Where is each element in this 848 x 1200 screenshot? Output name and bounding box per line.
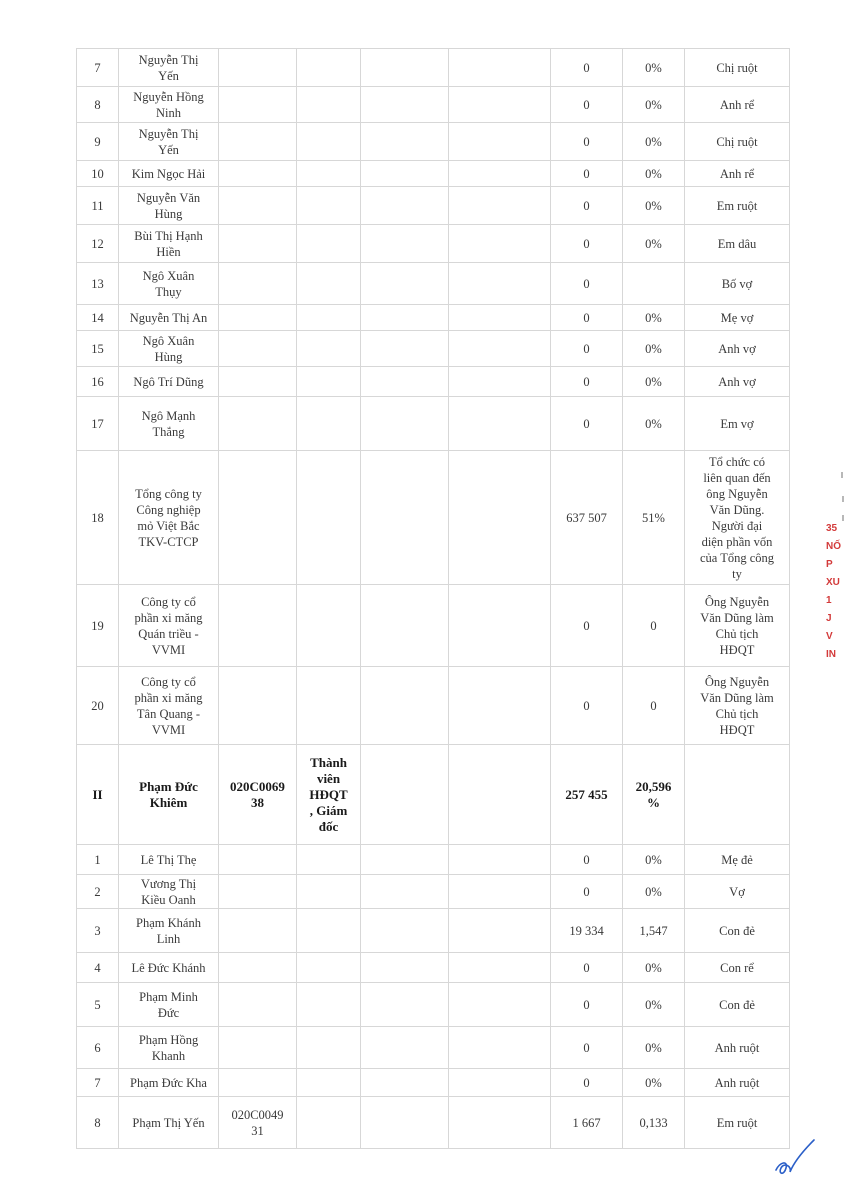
ownership-percent: 0% bbox=[623, 187, 685, 225]
empty-cell bbox=[449, 667, 551, 745]
empty-cell bbox=[361, 875, 449, 909]
position-title bbox=[297, 263, 361, 305]
empty-cell bbox=[449, 225, 551, 263]
holder-name: Công ty cổ phần xi măng Quán triều - VVMI bbox=[119, 585, 219, 667]
securities-account bbox=[219, 667, 297, 745]
relationship: Mẹ đẻ bbox=[685, 845, 790, 875]
table-body bbox=[77, 49, 790, 1149]
holder-name: Bùi Thị Hạnh Hiền bbox=[119, 225, 219, 263]
signature-mark bbox=[770, 1132, 820, 1182]
position-title bbox=[297, 983, 361, 1027]
table-row bbox=[77, 909, 790, 953]
relationship: Con đẻ bbox=[685, 983, 790, 1027]
empty-cell bbox=[361, 49, 449, 87]
securities-account bbox=[219, 451, 297, 585]
shares-owned: 0 bbox=[551, 1069, 623, 1097]
empty-cell bbox=[361, 845, 449, 875]
relationship bbox=[685, 745, 790, 845]
table-row bbox=[77, 161, 790, 187]
holder-name: Tổng công ty Công nghiệp mỏ Việt Bắc TKV-CTCP bbox=[119, 451, 219, 585]
empty-cell bbox=[449, 305, 551, 331]
empty-cell bbox=[361, 187, 449, 225]
table-row bbox=[77, 87, 790, 123]
related-party-share-table bbox=[76, 48, 790, 1149]
holder-name: Phạm Hồng Khanh bbox=[119, 1027, 219, 1069]
table-row bbox=[77, 263, 790, 305]
empty-cell bbox=[449, 87, 551, 123]
shares-owned: 0 bbox=[551, 161, 623, 187]
empty-cell bbox=[449, 331, 551, 367]
margin-mark bbox=[842, 515, 844, 521]
holder-name: Ngô Mạnh Thắng bbox=[119, 397, 219, 451]
ownership-percent: 51% bbox=[623, 451, 685, 585]
relationship: Anh vợ bbox=[685, 331, 790, 367]
holder-name: Nguyễn Văn Hùng bbox=[119, 187, 219, 225]
ownership-percent: 0,133 bbox=[623, 1097, 685, 1149]
relationship: Chị ruột bbox=[685, 123, 790, 161]
holder-name: Phạm Đức Khiêm bbox=[119, 745, 219, 845]
empty-cell bbox=[449, 909, 551, 953]
empty-cell bbox=[449, 875, 551, 909]
ownership-percent: 0% bbox=[623, 87, 685, 123]
securities-account bbox=[219, 845, 297, 875]
position-title bbox=[297, 1027, 361, 1069]
securities-account bbox=[219, 123, 297, 161]
row-index: 1 bbox=[77, 845, 119, 875]
holder-name: Nguyễn Thị An bbox=[119, 305, 219, 331]
row-index: 11 bbox=[77, 187, 119, 225]
empty-cell bbox=[361, 667, 449, 745]
securities-account: 020C0069 38 bbox=[219, 745, 297, 845]
shares-owned: 0 bbox=[551, 983, 623, 1027]
securities-account bbox=[219, 1027, 297, 1069]
position-title bbox=[297, 585, 361, 667]
shares-owned: 0 bbox=[551, 305, 623, 331]
securities-account bbox=[219, 585, 297, 667]
position-title bbox=[297, 49, 361, 87]
holder-name: Nguyễn Thị Yến bbox=[119, 49, 219, 87]
position-title bbox=[297, 397, 361, 451]
relationship: Anh ruột bbox=[685, 1069, 790, 1097]
ownership-percent: 0% bbox=[623, 305, 685, 331]
relationship: Em ruột bbox=[685, 1097, 790, 1149]
relationship: Con đẻ bbox=[685, 909, 790, 953]
row-index: 13 bbox=[77, 263, 119, 305]
empty-cell bbox=[449, 451, 551, 585]
empty-cell bbox=[361, 1027, 449, 1069]
relationship: Con rể bbox=[685, 953, 790, 983]
securities-account bbox=[219, 87, 297, 123]
shares-owned: 0 bbox=[551, 87, 623, 123]
ownership-percent: 0% bbox=[623, 225, 685, 263]
row-index: II bbox=[77, 745, 119, 845]
shares-owned: 0 bbox=[551, 1027, 623, 1069]
empty-cell bbox=[449, 1069, 551, 1097]
empty-cell bbox=[449, 187, 551, 225]
ownership-percent: 0% bbox=[623, 845, 685, 875]
row-index: 7 bbox=[77, 49, 119, 87]
relationship: Ông Nguyễn Văn Dũng làm Chủ tịch HĐQT bbox=[685, 667, 790, 745]
securities-account bbox=[219, 1069, 297, 1097]
row-index: 15 bbox=[77, 331, 119, 367]
ownership-percent bbox=[623, 263, 685, 305]
relationship: Anh vợ bbox=[685, 367, 790, 397]
ownership-percent: 1,547 bbox=[623, 909, 685, 953]
shares-owned: 0 bbox=[551, 263, 623, 305]
securities-account bbox=[219, 397, 297, 451]
row-index: 4 bbox=[77, 953, 119, 983]
table-row bbox=[77, 367, 790, 397]
row-index: 12 bbox=[77, 225, 119, 263]
table-row bbox=[77, 225, 790, 263]
shares-owned: 0 bbox=[551, 367, 623, 397]
relationship: Ông Nguyễn Văn Dũng làm Chủ tịch HĐQT bbox=[685, 585, 790, 667]
holder-name: Phạm Khánh Linh bbox=[119, 909, 219, 953]
shares-owned: 0 bbox=[551, 953, 623, 983]
position-title bbox=[297, 875, 361, 909]
shares-owned: 19 334 bbox=[551, 909, 623, 953]
relationship: Chị ruột bbox=[685, 49, 790, 87]
table-row bbox=[77, 875, 790, 909]
holder-name: Ngô Xuân Thụy bbox=[119, 263, 219, 305]
empty-cell bbox=[361, 745, 449, 845]
relationship: Tổ chức có liên quan đến ông Nguyễn Văn Dũng. Người đại diện phần vốn của Tổng công ty bbox=[685, 451, 790, 585]
relationship: Bố vợ bbox=[685, 263, 790, 305]
holder-name: Phạm Thị Yến bbox=[119, 1097, 219, 1149]
table-row bbox=[77, 983, 790, 1027]
empty-cell bbox=[361, 397, 449, 451]
position-title bbox=[297, 1069, 361, 1097]
position-title bbox=[297, 909, 361, 953]
empty-cell bbox=[449, 161, 551, 187]
shares-owned: 0 bbox=[551, 123, 623, 161]
empty-cell bbox=[449, 745, 551, 845]
table-row bbox=[77, 953, 790, 983]
empty-cell bbox=[449, 953, 551, 983]
holder-name: Ngô Trí Dũng bbox=[119, 367, 219, 397]
securities-account bbox=[219, 953, 297, 983]
table-row bbox=[77, 667, 790, 745]
empty-cell bbox=[361, 909, 449, 953]
holder-name: Nguyễn Hồng Ninh bbox=[119, 87, 219, 123]
empty-cell bbox=[361, 953, 449, 983]
relationship: Anh rể bbox=[685, 87, 790, 123]
empty-cell bbox=[361, 123, 449, 161]
ownership-percent: 0 bbox=[623, 667, 685, 745]
position-title bbox=[297, 667, 361, 745]
ownership-percent: 0% bbox=[623, 875, 685, 909]
empty-cell bbox=[449, 1097, 551, 1149]
holder-name: Phạm Minh Đức bbox=[119, 983, 219, 1027]
empty-cell bbox=[449, 123, 551, 161]
position-title bbox=[297, 123, 361, 161]
ownership-percent: 0% bbox=[623, 161, 685, 187]
empty-cell bbox=[361, 451, 449, 585]
ownership-percent: 0 bbox=[623, 585, 685, 667]
table-row bbox=[77, 585, 790, 667]
table-row bbox=[77, 451, 790, 585]
holder-name: Nguyễn Thị Yến bbox=[119, 123, 219, 161]
position-title bbox=[297, 845, 361, 875]
holder-name: Vương Thị Kiều Oanh bbox=[119, 875, 219, 909]
securities-account bbox=[219, 161, 297, 187]
row-index: 8 bbox=[77, 87, 119, 123]
securities-account bbox=[219, 983, 297, 1027]
securities-account bbox=[219, 331, 297, 367]
empty-cell bbox=[449, 263, 551, 305]
row-index: 14 bbox=[77, 305, 119, 331]
relationship: Anh rể bbox=[685, 161, 790, 187]
table-row bbox=[77, 123, 790, 161]
relationship: Em dâu bbox=[685, 225, 790, 263]
empty-cell bbox=[361, 225, 449, 263]
row-index: 16 bbox=[77, 367, 119, 397]
shares-owned: 0 bbox=[551, 585, 623, 667]
securities-account bbox=[219, 225, 297, 263]
table-row bbox=[77, 845, 790, 875]
ownership-percent: 0% bbox=[623, 953, 685, 983]
row-index: 7 bbox=[77, 1069, 119, 1097]
shares-owned: 0 bbox=[551, 331, 623, 367]
row-index: 17 bbox=[77, 397, 119, 451]
relationship: Anh ruột bbox=[685, 1027, 790, 1069]
row-index: 10 bbox=[77, 161, 119, 187]
red-seal-fragment: 35 NỐ P XU 1 J V IN bbox=[826, 523, 841, 660]
empty-cell bbox=[449, 49, 551, 87]
ownership-percent: 0% bbox=[623, 49, 685, 87]
empty-cell bbox=[361, 161, 449, 187]
relationship: Mẹ vợ bbox=[685, 305, 790, 331]
position-title bbox=[297, 87, 361, 123]
table-row bbox=[77, 331, 790, 367]
holder-name: Công ty cổ phần xi măng Tân Quang - VVMI bbox=[119, 667, 219, 745]
securities-account bbox=[219, 305, 297, 331]
ownership-percent: 20,596 % bbox=[623, 745, 685, 845]
empty-cell bbox=[449, 397, 551, 451]
shares-owned: 0 bbox=[551, 875, 623, 909]
empty-cell bbox=[361, 331, 449, 367]
empty-cell bbox=[449, 367, 551, 397]
table-row bbox=[77, 305, 790, 331]
position-title bbox=[297, 367, 361, 397]
position-title bbox=[297, 305, 361, 331]
ownership-percent: 0% bbox=[623, 397, 685, 451]
position-title bbox=[297, 225, 361, 263]
securities-account: 020C0049 31 bbox=[219, 1097, 297, 1149]
ownership-percent: 0% bbox=[623, 331, 685, 367]
relationship: Vợ bbox=[685, 875, 790, 909]
ownership-percent: 0% bbox=[623, 1027, 685, 1069]
holder-name: Lê Thị Thẹ bbox=[119, 845, 219, 875]
ownership-percent: 0% bbox=[623, 1069, 685, 1097]
ownership-percent: 0% bbox=[623, 983, 685, 1027]
empty-cell bbox=[361, 1097, 449, 1149]
shares-owned: 1 667 bbox=[551, 1097, 623, 1149]
empty-cell bbox=[361, 585, 449, 667]
row-index: 20 bbox=[77, 667, 119, 745]
shares-owned: 637 507 bbox=[551, 451, 623, 585]
empty-cell bbox=[449, 1027, 551, 1069]
empty-cell bbox=[361, 263, 449, 305]
relationship: Em ruột bbox=[685, 187, 790, 225]
shares-owned: 0 bbox=[551, 845, 623, 875]
table-row bbox=[77, 1027, 790, 1069]
row-index: 3 bbox=[77, 909, 119, 953]
position-title: Thành viên HĐQT , Giám đốc bbox=[297, 745, 361, 845]
position-title bbox=[297, 451, 361, 585]
position-title bbox=[297, 331, 361, 367]
shares-owned: 0 bbox=[551, 187, 623, 225]
row-index: 2 bbox=[77, 875, 119, 909]
shares-owned: 0 bbox=[551, 225, 623, 263]
securities-account bbox=[219, 187, 297, 225]
table-row-major bbox=[77, 745, 790, 845]
position-title bbox=[297, 953, 361, 983]
position-title bbox=[297, 1097, 361, 1149]
table-row bbox=[77, 49, 790, 87]
shares-owned: 257 455 bbox=[551, 745, 623, 845]
securities-account bbox=[219, 49, 297, 87]
securities-account bbox=[219, 909, 297, 953]
table-row bbox=[77, 1069, 790, 1097]
holder-name: Phạm Đức Kha bbox=[119, 1069, 219, 1097]
row-index: 8 bbox=[77, 1097, 119, 1149]
empty-cell bbox=[361, 1069, 449, 1097]
holder-name: Lê Đức Khánh bbox=[119, 953, 219, 983]
shares-owned: 0 bbox=[551, 667, 623, 745]
empty-cell bbox=[361, 87, 449, 123]
table-row bbox=[77, 187, 790, 225]
securities-account bbox=[219, 875, 297, 909]
row-index: 6 bbox=[77, 1027, 119, 1069]
holder-name: Ngô Xuân Hùng bbox=[119, 331, 219, 367]
row-index: 19 bbox=[77, 585, 119, 667]
margin-mark bbox=[842, 496, 844, 502]
empty-cell bbox=[449, 845, 551, 875]
holder-name: Kim Ngọc Hải bbox=[119, 161, 219, 187]
empty-cell bbox=[361, 983, 449, 1027]
table-row bbox=[77, 1097, 790, 1149]
empty-cell bbox=[361, 367, 449, 397]
shares-owned: 0 bbox=[551, 397, 623, 451]
ownership-percent: 0% bbox=[623, 367, 685, 397]
row-index: 5 bbox=[77, 983, 119, 1027]
securities-account bbox=[219, 263, 297, 305]
empty-cell bbox=[361, 305, 449, 331]
position-title bbox=[297, 161, 361, 187]
relationship: Em vợ bbox=[685, 397, 790, 451]
table-row bbox=[77, 397, 790, 451]
empty-cell bbox=[449, 983, 551, 1027]
row-index: 9 bbox=[77, 123, 119, 161]
row-index: 18 bbox=[77, 451, 119, 585]
empty-cell bbox=[449, 585, 551, 667]
ownership-percent: 0% bbox=[623, 123, 685, 161]
margin-mark bbox=[841, 472, 843, 478]
position-title bbox=[297, 187, 361, 225]
securities-account bbox=[219, 367, 297, 397]
shares-owned: 0 bbox=[551, 49, 623, 87]
